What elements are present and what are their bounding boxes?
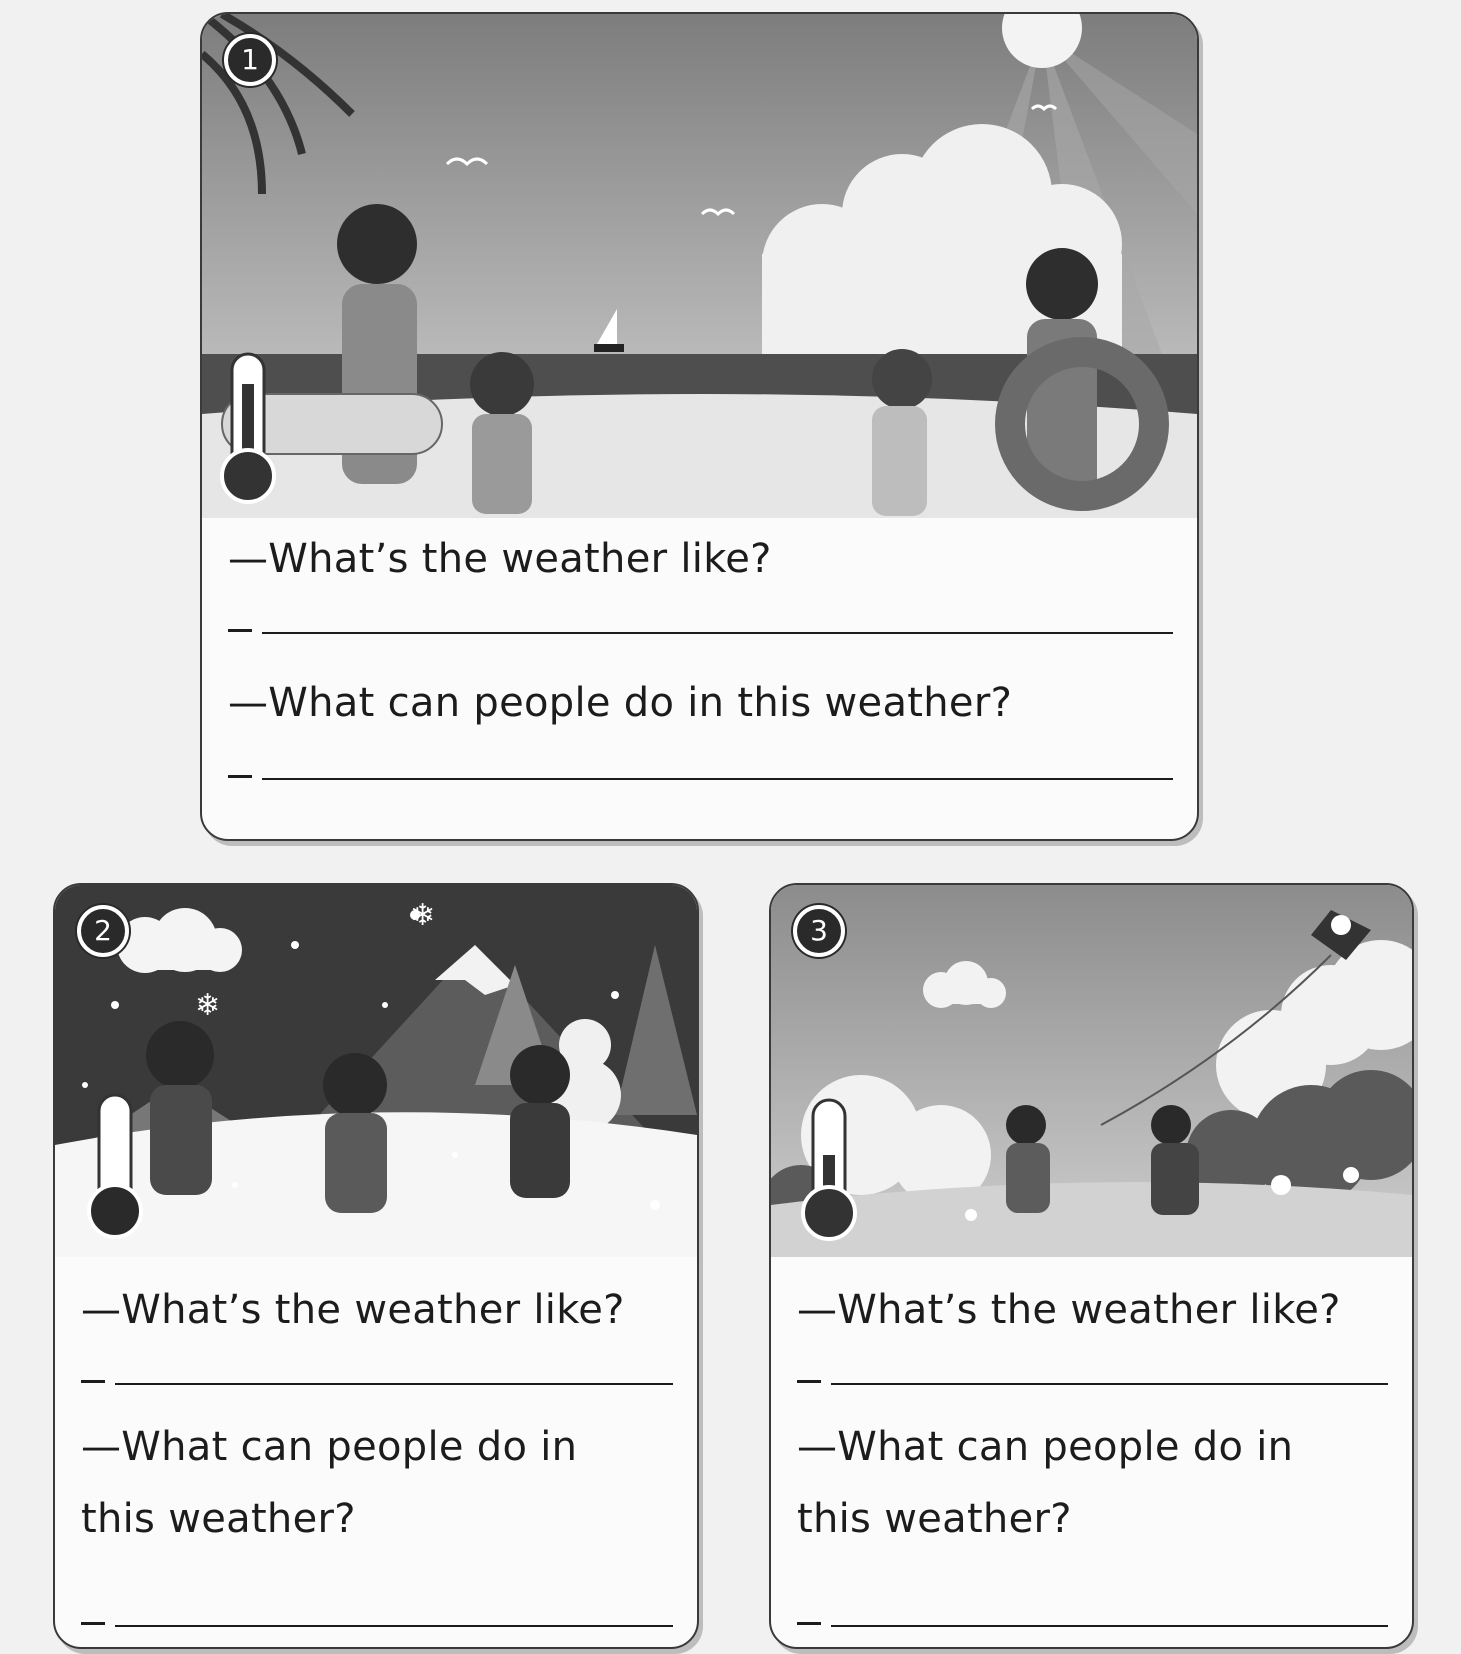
answer-weather-field[interactable] — [797, 1345, 1388, 1385]
answer-dash — [81, 1622, 105, 1625]
answer-dash — [228, 629, 252, 632]
weather-card-3 — [769, 883, 1414, 1649]
windy-scene-illustration — [771, 885, 1412, 1257]
question-activity: —What can people do in this weather? — [797, 1424, 1294, 1542]
answer-dash — [797, 1380, 821, 1383]
answer-line — [262, 778, 1173, 780]
answer-activity-field[interactable] — [797, 1587, 1388, 1627]
question-area — [55, 1257, 697, 1647]
answer-line — [831, 1625, 1388, 1627]
question-weather: —What’s the weather like? — [797, 1287, 1341, 1333]
answer-dash — [81, 1380, 105, 1383]
answer-weather-field[interactable] — [81, 1345, 673, 1385]
answer-line — [115, 1383, 673, 1385]
svg-text:❄: ❄ — [410, 898, 436, 933]
answer-dash — [797, 1622, 821, 1625]
weather-card-1 — [200, 12, 1199, 841]
beach-scene-illustration — [202, 14, 1197, 518]
card-number-badge: 3 — [793, 905, 845, 957]
answer-line — [262, 632, 1173, 634]
answer-weather-field[interactable] — [228, 594, 1173, 634]
answer-line — [115, 1625, 673, 1627]
weather-card-2 — [53, 883, 699, 1649]
answer-line — [831, 1383, 1388, 1385]
snow-scene-illustration — [55, 885, 697, 1257]
question-weather: —What’s the weather like? — [228, 536, 772, 582]
answer-dash — [228, 775, 252, 778]
question-weather: —What’s the weather like? — [81, 1287, 625, 1333]
question-area — [202, 518, 1197, 839]
svg-text:❄: ❄ — [195, 988, 221, 1023]
answer-activity-field[interactable] — [81, 1587, 673, 1627]
question-activity: —What can people do in this weather? — [228, 680, 1013, 726]
card-number-badge: 2 — [77, 905, 129, 957]
question-activity: —What can people do in this weather? — [81, 1424, 578, 1542]
answer-activity-field[interactable] — [228, 740, 1173, 780]
question-area — [771, 1257, 1412, 1647]
card-number-badge: 1 — [224, 34, 276, 86]
